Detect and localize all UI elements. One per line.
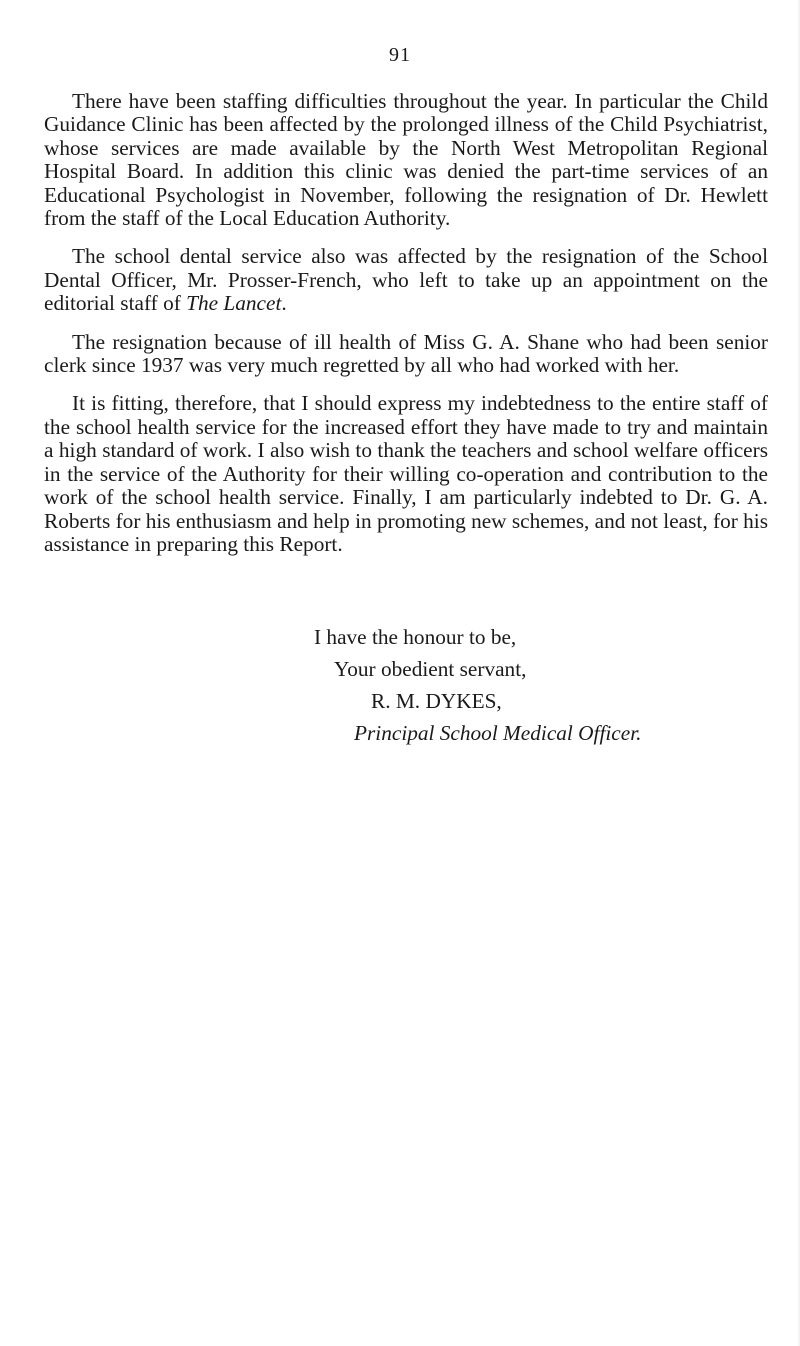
dental-text-end: .: [281, 291, 287, 316]
paragraph-resignation: The resignation because of ill health of Miss G. A. Shane who had been senior clerk since 1937 was very much regretted by all who had worked with her.: [44, 329, 768, 378]
closing-signature: [314, 621, 641, 749]
signatory-title: Principal School Medical Officer.: [354, 721, 642, 745]
paragraph-acknowledgements: It is fitting, therefore, that I should express my indebtedness to the entire staff of the school health service for the increased effort they have made to try and maintain a high standard of work. I also wish to thank the teachers and school welfare officers in the service of the Authority for their willing co-operation and contribution to the work of the school health service. Finally, I am particularly indebted to Dr. G. A. Roberts for his enthusiasm and help in promoting new schemes, and not least, for his assistance in preparing this Report.: [44, 391, 768, 556]
report-body: [44, 90, 768, 571]
page-number: 91: [389, 44, 411, 66]
closing-servant: Your obedient servant,: [334, 657, 527, 681]
closing-honour: I have the honour to be,: [314, 625, 517, 649]
paragraph-staffing-difficulties: There have been staffing difficulties throughout the year. In particular the Child Guidance Clinic has been affected by the prolonged illness of the Child Psychiatrist, whose services are made available by the North West Metropolitan Regional Hospital Board. In addition this clinic was denied the part-time services of an Educational Psychologist in November, following the resignation of Dr. Hewlett from the staff of the Local Education Authority.: [44, 89, 768, 231]
signatory-name: R. M. DYKES,: [371, 689, 502, 713]
paragraph-dental-service: [44, 245, 768, 315]
dental-text: The school dental service also was affected by the resignation of the School Dental Officer, Mr. Prosser-French, who left to take up an appointment on the editorial staff of: [44, 244, 768, 316]
lancet-title: The Lancet: [186, 291, 282, 316]
